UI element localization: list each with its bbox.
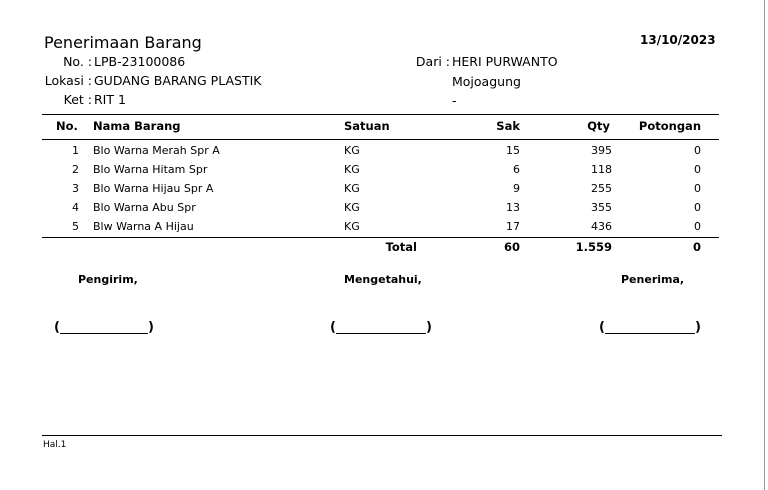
cell-no: 4 <box>72 201 79 214</box>
paren-open: ( <box>330 320 336 335</box>
cell-qty: 255 <box>591 182 612 195</box>
cell-potongan: 0 <box>694 163 701 176</box>
ket-value: RIT 1 <box>94 92 126 107</box>
cell-potongan: 0 <box>694 144 701 157</box>
cell-satuan: KG <box>344 220 360 233</box>
no-label: No. : <box>63 54 92 69</box>
paren-close: ) <box>148 320 154 335</box>
cell-qty: 118 <box>591 163 612 176</box>
table-header-rule <box>42 139 719 140</box>
th-qty: Qty <box>587 119 610 133</box>
cell-satuan: KG <box>344 201 360 214</box>
total-label: Total <box>385 240 417 254</box>
cell-nama-barang: Blw Warna A Hijau <box>93 220 194 233</box>
cell-no: 2 <box>72 163 79 176</box>
ket-label: Ket : <box>63 92 92 107</box>
cell-no: 1 <box>72 144 79 157</box>
cell-satuan: KG <box>344 163 360 176</box>
sig-penerima-label: Penerima, <box>621 273 685 286</box>
cell-no: 3 <box>72 182 79 195</box>
paren-open: ( <box>54 320 60 335</box>
cell-no: 5 <box>72 220 79 233</box>
cell-sak: 13 <box>506 201 520 214</box>
th-potongan: Potongan <box>638 119 701 133</box>
no-value: LPB-23100086 <box>94 54 186 69</box>
page-edge <box>764 0 765 490</box>
signature-underline <box>336 333 426 334</box>
sig-mengetahui-label: Mengetahui, <box>344 273 422 286</box>
th-satuan: Satuan <box>344 119 390 133</box>
document-title: Penerimaan Barang <box>44 33 202 52</box>
signature-underline <box>605 333 695 334</box>
dari-city: Mojoagung <box>452 74 521 89</box>
cell-nama-barang: Blo Warna Hijau Spr A <box>93 182 214 195</box>
total-sak: 60 <box>503 240 520 254</box>
page-number: Hal.1 <box>43 440 67 450</box>
signature-underline <box>60 333 148 334</box>
cell-potongan: 0 <box>694 182 701 195</box>
dari-name: HERI PURWANTO <box>452 54 558 69</box>
cell-satuan: KG <box>344 182 360 195</box>
cell-sak: 17 <box>506 220 520 233</box>
cell-nama-barang: Blo Warna Merah Spr A <box>93 144 220 157</box>
th-sak: Sak <box>496 119 520 133</box>
cell-satuan: KG <box>344 144 360 157</box>
table-top-rule <box>42 114 719 115</box>
paren-close: ) <box>426 320 432 335</box>
sig-pengirim-label: Pengirim, <box>78 273 138 286</box>
cell-potongan: 0 <box>694 220 701 233</box>
lokasi-value: GUDANG BARANG PLASTIK <box>94 73 262 88</box>
dari-extra: - <box>452 93 457 108</box>
cell-sak: 9 <box>513 182 520 195</box>
th-nama-barang: Nama Barang <box>93 119 181 133</box>
lokasi-label: Lokasi : <box>44 73 92 88</box>
cell-qty: 436 <box>591 220 612 233</box>
cell-potongan: 0 <box>694 201 701 214</box>
cell-qty: 395 <box>591 144 612 157</box>
cell-sak: 6 <box>513 163 520 176</box>
total-qty: 1.559 <box>575 240 612 254</box>
total-potongan: 0 <box>692 240 701 254</box>
cell-qty: 355 <box>591 201 612 214</box>
footer-rule <box>42 435 722 436</box>
th-no: No. <box>56 119 78 133</box>
document-date: 13/10/2023 <box>640 33 716 47</box>
cell-nama-barang: Blo Warna Hitam Spr <box>93 163 208 176</box>
cell-nama-barang: Blo Warna Abu Spr <box>93 201 196 214</box>
dari-label: Dari : <box>415 54 450 69</box>
paren-close: ) <box>695 320 701 335</box>
table-bottom-rule <box>42 237 719 238</box>
paren-open: ( <box>599 320 605 335</box>
cell-sak: 15 <box>506 144 520 157</box>
